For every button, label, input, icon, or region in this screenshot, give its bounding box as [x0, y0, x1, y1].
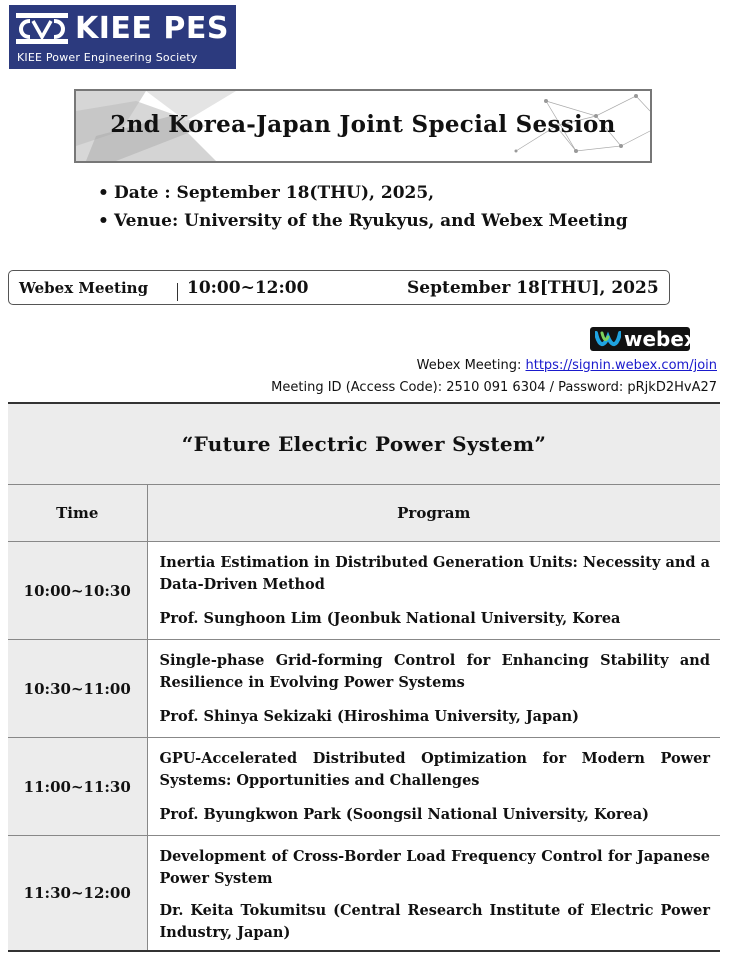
time-cell: 10:30~11:00	[8, 640, 147, 738]
time-cell: 11:30~12:00	[8, 836, 147, 952]
speaker: Prof. Shinya Sekizaki (Hiroshima University, Japan)	[159, 708, 580, 725]
program-cell	[147, 836, 720, 952]
program-table	[8, 402, 720, 952]
webex-link-label: Webex Meeting:	[416, 358, 526, 373]
table-row	[8, 542, 720, 640]
col-time-header: Time	[8, 485, 147, 542]
bullet: •	[98, 183, 109, 203]
column-header-row	[8, 485, 720, 542]
webex-join-link[interactable]: https://signin.webex.com/join	[525, 358, 717, 373]
kiee-pes-logo	[9, 5, 236, 69]
program-title: “Future Electric Power System”	[8, 403, 720, 485]
kiee-emblem-icon	[14, 9, 70, 49]
webex-logo	[590, 327, 697, 351]
talk-title: GPU-Accelerated Distributed Optimization for Modern Power Systems: Opportunities and Challenges	[159, 750, 710, 789]
talk-title: Single-phase Grid-forming Control for Enhancing Stability and Resilience in Evolving Power Systems	[159, 652, 710, 691]
webex-logo-text: webex	[624, 327, 697, 351]
time-cell: 11:00~11:30	[8, 738, 147, 836]
meeting-id-line: Meeting ID (Access Code): 2510 091 6304 / Password: pRjkD2HvA27	[271, 380, 717, 395]
meeting-label: Webex Meeting	[19, 279, 149, 297]
table-row	[8, 738, 720, 836]
meeting-summary-box	[8, 270, 670, 305]
date-line	[98, 183, 434, 203]
session-title: 2nd Korea-Japan Joint Special Session	[110, 111, 616, 138]
speaker: Dr. Keita Tokumitsu (Central Research Institute of Electric Power Industry, Japan)	[159, 902, 710, 941]
title-banner	[74, 89, 652, 163]
logo-name: KIEE PES	[75, 11, 229, 46]
talk-title: Development of Cross-Border Load Frequency Control for Japanese Power System	[159, 848, 710, 887]
date-text: Date : September 18(THU), 2025,	[114, 183, 435, 203]
venue-text: Venue: University of the Ryukyus, and Webex Meeting	[114, 211, 628, 231]
venue-line	[98, 211, 628, 231]
meeting-time: 10:00~12:00	[187, 278, 309, 298]
speaker: Prof. Sunghoon Lim (Jeonbuk National University, Korea	[159, 610, 621, 627]
time-cell: 10:00~10:30	[8, 542, 147, 640]
program-cell	[147, 640, 720, 738]
table-title-row	[8, 403, 720, 485]
webex-logo-icon	[595, 331, 621, 347]
logo-subtitle: KIEE Power Engineering Society	[17, 51, 198, 64]
table-row	[8, 836, 720, 952]
meeting-date: September 18[THU], 2025	[407, 278, 659, 298]
bullet: •	[98, 211, 109, 231]
speaker: Prof. Byungkwon Park (Soongsil National University, Korea)	[159, 806, 650, 823]
program-cell	[147, 738, 720, 836]
program-cell	[147, 542, 720, 640]
col-program-header: Program	[147, 485, 720, 542]
webex-link-line	[417, 358, 717, 373]
divider	[177, 283, 178, 301]
talk-title: Inertia Estimation in Distributed Generation Units: Necessity and a Data-Driven Method	[159, 554, 710, 593]
table-row	[8, 640, 720, 738]
